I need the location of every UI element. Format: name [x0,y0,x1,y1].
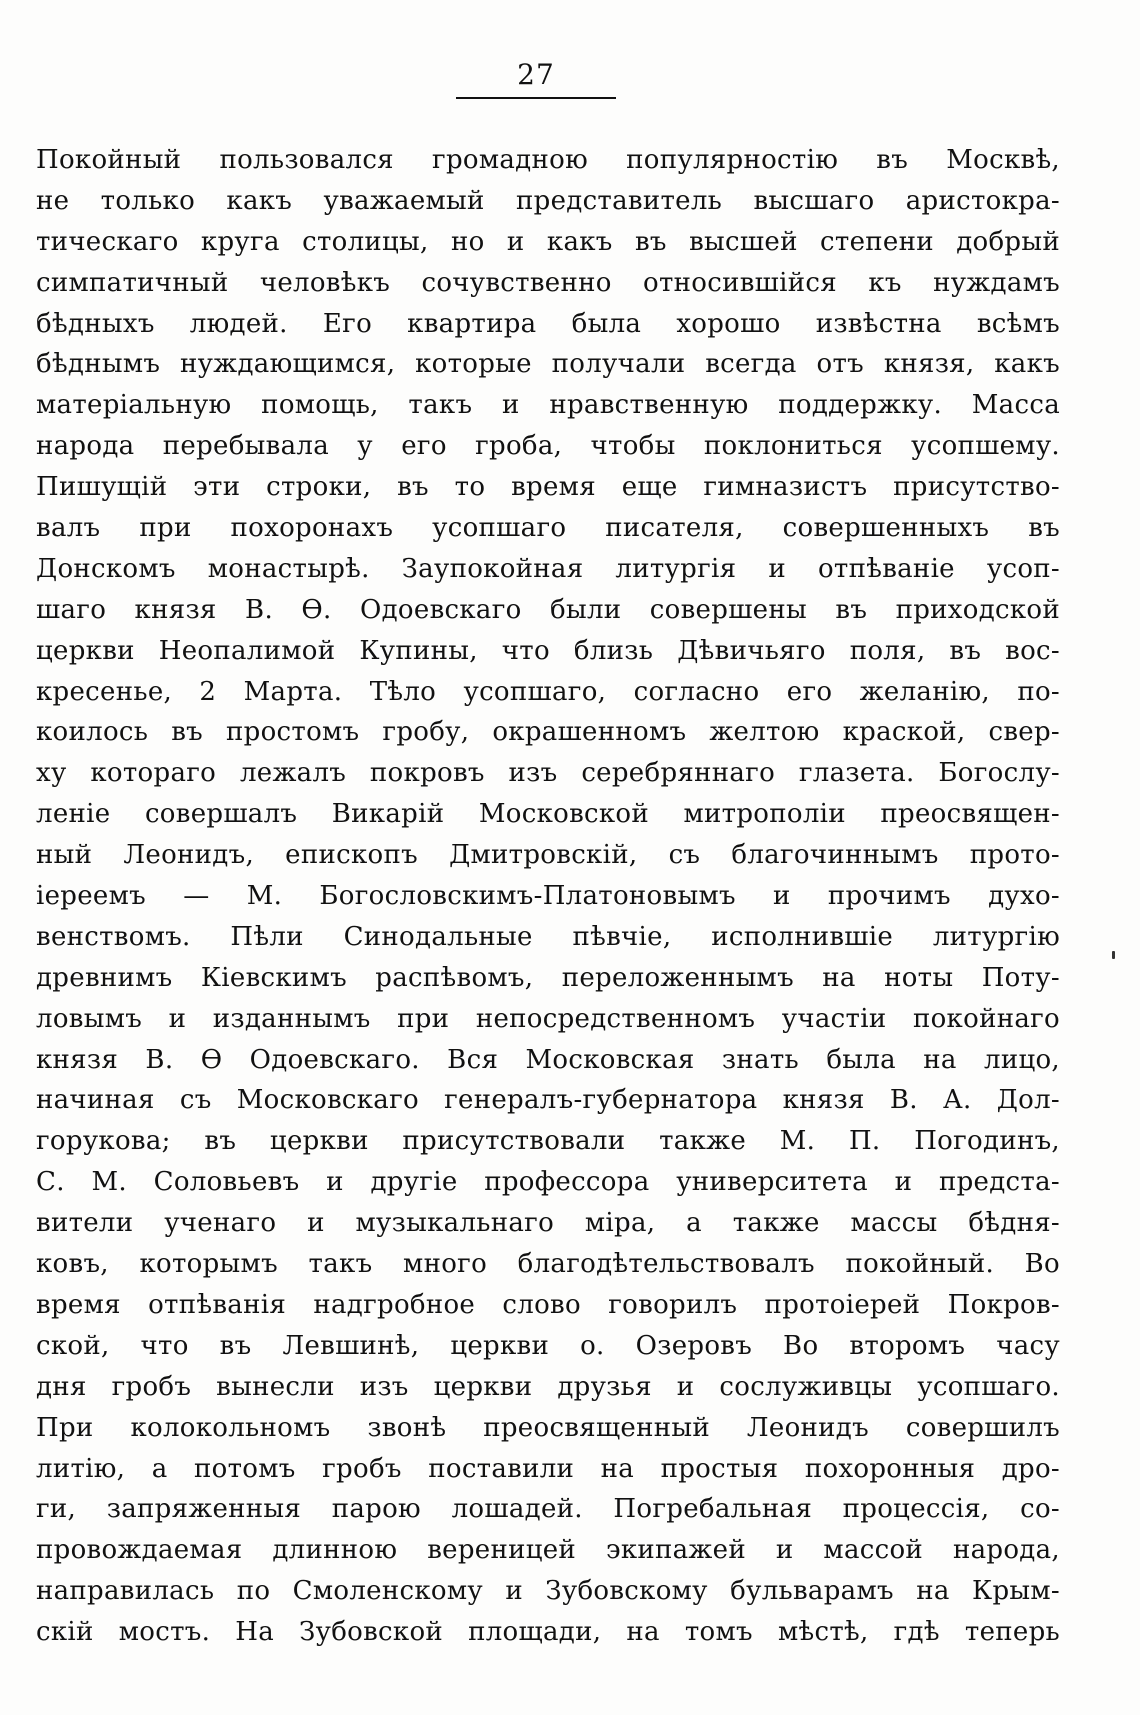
text-line: начиная съ Московскаго генералъ-губернатора князя В. А. Дол- [36,1085,1060,1116]
text-line: ги, запряженныя парою лошадей. Погребальная процессія, со- [36,1494,1060,1525]
text-line: іереемъ — М. Богословскимъ-Платоновымъ и прочимъ духо- [36,881,1060,912]
text-line: церкви Неопалимой Купины, что близь Дѣвичьяго поля, въ вос- [36,635,1060,666]
text-line: матеріальную помощь, такъ и нравственную поддержку. Масса [36,390,1060,421]
text-line: ный Леонидъ, епископъ Дмитровскій, съ благочиннымъ прото- [36,840,1060,871]
text-line: леніе совершалъ Викарій Московской митрополіи преосвящен- [36,799,1060,830]
header-rule [456,97,616,99]
text-line: Донскомъ монастырѣ. Заупокойная литургія и отпѣваніе усоп- [36,553,1060,584]
text-line: скій мостъ. На Зубовской площади, на томъ мѣстѣ, гдѣ теперь [36,1617,1060,1648]
text-line: направилась по Смоленскому и Зубовскому бульварамъ на Крым- [36,1576,1060,1607]
text-line: ской, что въ Левшинѣ, церкви о. Озеровъ Во второмъ часу [36,1330,1060,1361]
page-number: 27 [517,58,555,91]
text-line: Пишущій эти строки, въ то время еще гимназистъ присутство- [36,472,1060,503]
text-line: шаго князя В. Ѳ. Одоевскаго были совершены въ приходской [36,594,1060,625]
text-line: дня гробъ вынесли изъ церкви друзья и сослуживцы усопшаго. [36,1371,1060,1402]
text-line: провождаемая длинною вереницей экипажей и массой народа, [36,1535,1060,1566]
text-line: бѣднымъ нуждающимся, которые получали всегда отъ князя, какъ [36,349,1060,380]
text-line: ху котораго лежалъ покровъ изъ серебряннаго глазета. Богослу- [36,758,1060,789]
text-line: валъ при похоронахъ усопшаго писателя, совершенныхъ въ [36,513,1060,544]
text-line: ковъ, которымъ такъ много благодѣтельствовалъ покойный. Во [36,1249,1060,1280]
print-speck [1112,951,1115,959]
text-line: время отпѣванія надгробное слово говорилъ протоіерей Покров- [36,1289,1060,1320]
text-line: народа перебывала у его гроба, чтобы поклониться усопшему. [36,431,1060,462]
text-line: вители ученаго и музыкальнаго міра, а также массы бѣдня- [36,1208,1060,1239]
text-line: кресенье, 2 Марта. Тѣло усопшаго, согласно его желанію, по- [36,676,1060,707]
text-line: древнимъ Кіевскимъ распѣвомъ, переложеннымъ на ноты Поту- [36,962,1060,993]
text-line: венствомъ. Пѣли Синодальные пѣвчіе, исполнившіе литургію [36,921,1060,952]
text-line: симпатичный человѣкъ сочувственно относившійся къ нуждамъ [36,267,1060,298]
text-line: ловымъ и изданнымъ при непосредственномъ участіи покойнаго [36,1003,1060,1034]
text-line: тическаго круга столицы, но и какъ въ высшей степени добрый [36,226,1060,257]
text-line: При колокольномъ звонѣ преосвященный Леонидъ совершилъ [36,1412,1060,1443]
text-line: коилось въ простомъ гробу, окрашенномъ желтою краской, свер- [36,717,1060,748]
text-line: бѣдныхъ людей. Его квартира была хорошо извѣстна всѣмъ [36,308,1060,339]
text-line: литію, а потомъ гробъ поставили на простыя похоронныя дро- [36,1453,1060,1484]
text-line: не только какъ уважаемый представитель высшаго аристокра- [36,185,1060,216]
text-line: С. М. Соловьевъ и другіе профессора университета и предста- [36,1167,1060,1198]
text-line: горукова; въ церкви присутствовали также М. П. Погодинъ, [36,1126,1060,1157]
body-text [36,140,1060,1653]
text-line: Покойный пользовался громадною популярностію въ Москвѣ, [36,145,1060,175]
text-line: князя В. Ѳ Одоевскаго. Вся Московская знать была на лицо, [36,1044,1060,1075]
